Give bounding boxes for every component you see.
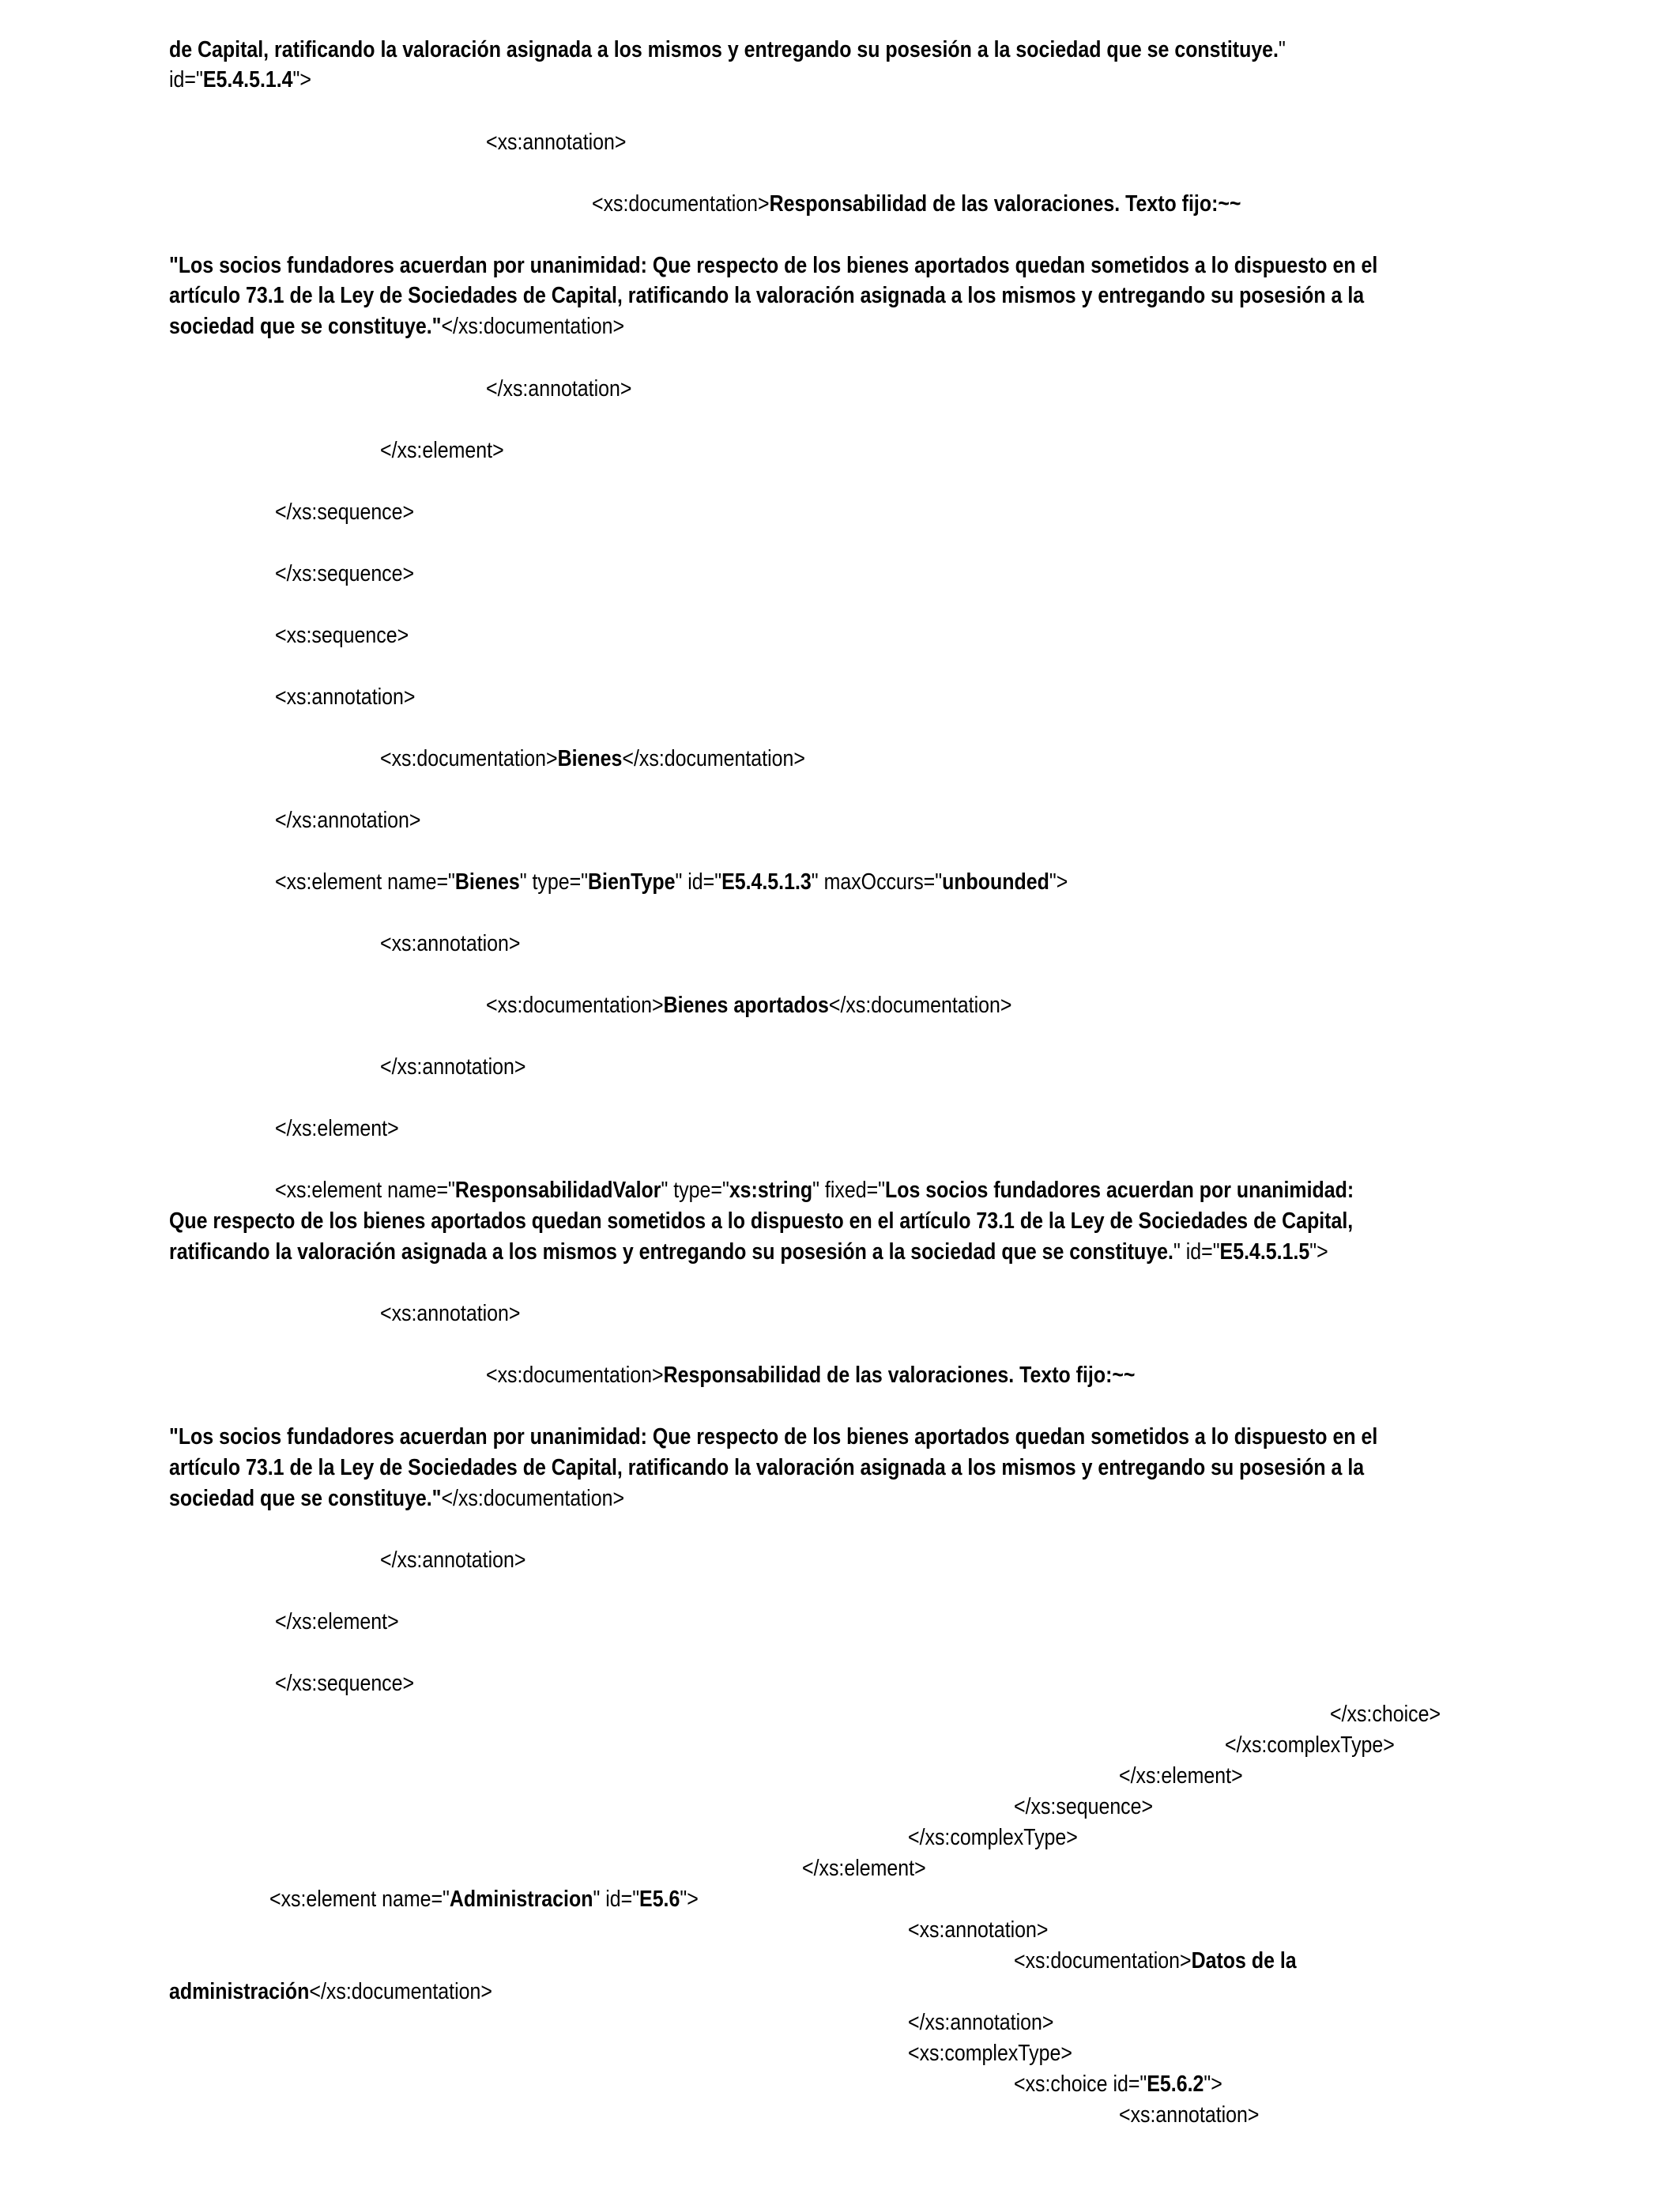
text-run: <xs:element name=" [269,1887,450,1912]
text-line [275,867,1068,898]
text-run: id=" [169,67,203,92]
text-line [486,990,1011,1021]
text-run: </xs:documentation> [441,314,625,339]
text-line [1119,1761,1243,1792]
text-run: "> [1203,2071,1222,2097]
bold-text-run: Bienes [454,869,520,895]
text-run: "> [1309,1239,1328,1265]
text-run: "> [680,1887,699,1912]
bold-text-run: E5.4.5.1.4 [202,67,293,92]
text-line [169,1206,1353,1237]
text-line [169,281,1364,311]
text-line [275,1668,414,1699]
text-line [908,2007,1053,2038]
bold-text-run: artículo 73.1 de la Ley de Sociedades de Capital, ratificando la valoración asignada a los mismos y entregando su posesión a la [169,1455,1365,1480]
bold-text-run: de Capital, ratificando la valoración asignada a los mismos y entregando su posesión a la sociedad que se constituye. [169,37,1279,62]
bold-text-run: E5.6.2 [1147,2071,1204,2097]
text-line [908,2038,1072,2069]
text-run: </xs:annotation> [380,1054,526,1080]
text-run: </xs:documentation> [441,1486,625,1511]
bold-text-run: ResponsabilidadValor [454,1178,661,1203]
text-run: </xs:annotation> [380,1547,526,1573]
text-run: " maxOccurs=" [811,869,943,895]
text-line [275,620,409,651]
text-line [1014,1792,1153,1823]
text-run: " id=" [675,869,722,895]
text-run: <xs:annotation> [380,1301,521,1326]
text-run: <xs:documentation> [380,746,558,771]
text-run: " id=" [593,1887,640,1912]
text-line [269,1884,699,1915]
text-run: <xs:choice id=" [1014,2071,1147,2097]
text-line [169,65,311,96]
text-line [380,1299,520,1329]
text-line [275,559,414,590]
text-line [908,1915,1048,1946]
bold-text-run: E5.4.5.1.3 [721,869,812,895]
text-run: </xs:annotation> [275,808,421,833]
bold-text-run: xs:string [729,1178,813,1203]
bold-text-run: E5.6 [639,1887,680,1912]
text-run: <xs:annotation> [380,931,521,956]
text-run: " type=" [519,869,589,895]
text-line [169,35,1286,66]
bold-text-run: Responsabilidad de las valoraciones. Texto fijo:~~ [663,1363,1136,1388]
bold-text-run: "Los socios fundadores acuerdan por unanimidad: Que respecto de los bienes aportados quedan sometidos a lo dispuesto en el [169,253,1378,278]
text-run: </xs:sequence> [275,1671,415,1696]
bold-text-run: sociedad que se constituye." [169,1486,442,1511]
text-line [908,1823,1078,1853]
text-line [380,1545,525,1576]
bold-text-run: Los socios fundadores acuerdan por unanimidad: [885,1178,1354,1203]
text-run: <xs:annotation> [1119,2102,1260,2128]
bold-text-run: artículo 73.1 de la Ley de Sociedades de Capital, ratificando la valoración asignada a los mismos y entregando su posesión a la [169,283,1365,308]
text-line [1014,1946,1297,1977]
text-run: <xs:element name=" [275,869,455,895]
text-run: </xs:annotation> [908,2010,1054,2035]
text-line [169,1453,1364,1483]
text-line [1014,2069,1222,2100]
text-run: <xs:documentation> [1014,1948,1192,1973]
text-line [275,682,415,713]
text-run: <xs:documentation> [486,1363,664,1388]
text-run: " type=" [661,1178,729,1203]
text-line [275,805,420,836]
text-line [380,929,520,959]
text-run: <xs:annotation> [908,1917,1049,1943]
text-line [169,311,624,342]
bold-text-run: "Los socios fundadores acuerdan por unanimidad: Que respecto de los bienes aportados quedan sometidos a lo dispuesto en el [169,1424,1378,1449]
text-run: </xs:choice> [1330,1702,1441,1727]
text-run: </xs:annotation> [486,376,632,401]
bold-text-run: Administracion [449,1887,593,1912]
text-line [802,1853,926,1884]
text-line [169,1977,492,2007]
text-run: </xs:element> [1119,1763,1243,1789]
bold-text-run: unbounded [942,869,1049,895]
text-line [1225,1730,1395,1761]
text-run: </xs:complexType> [908,1825,1078,1850]
text-run: </xs:sequence> [275,499,415,525]
text-run: <xs:documentation> [486,993,664,1018]
text-run: </xs:element> [802,1856,926,1881]
text-run: <xs:annotation> [486,130,627,155]
bold-text-run: ratificando la valoración asignada a los mismos y entregando su posesión a la sociedad que se constituye. [169,1239,1173,1265]
text-line [275,1114,399,1144]
text-line [380,744,805,775]
text-line [486,374,631,405]
text-run: <xs:annotation> [275,684,416,710]
text-line [380,1052,525,1083]
text-run: <xs:element name=" [275,1178,455,1203]
text-run: <xs:complexType> [908,2041,1072,2066]
text-line [169,1237,1328,1268]
text-run: </xs:documentation> [309,1979,492,2004]
bold-text-run: sociedad que se constituye." [169,314,442,339]
text-line [486,1360,1136,1391]
bold-text-run: Bienes aportados [663,993,829,1018]
text-run: </xs:sequence> [1014,1794,1154,1819]
text-run: </xs:element> [275,1116,399,1141]
text-run: </xs:documentation> [828,993,1012,1018]
text-run: <xs:sequence> [275,623,409,648]
bold-text-run: Datos de la [1191,1948,1297,1973]
bold-text-run: Bienes [557,746,623,771]
bold-text-run: administración [169,1979,310,2004]
bold-text-run: E5.4.5.1.5 [1219,1239,1310,1265]
text-line [1330,1699,1441,1730]
text-line [275,1607,399,1638]
text-line [169,1483,624,1514]
text-run: </xs:complexType> [1225,1732,1395,1758]
text-line [275,497,414,528]
text-run: </xs:documentation> [622,746,805,771]
text-run: </xs:sequence> [275,561,415,586]
text-run: "> [1049,869,1068,895]
text-line [486,127,626,158]
text-line [592,189,1241,220]
text-run: " id=" [1173,1239,1220,1265]
text-line [275,1175,1354,1206]
text-line [169,1422,1377,1453]
text-line [169,251,1377,281]
text-run: " [1278,37,1286,62]
text-line [380,435,504,466]
text-run: <xs:documentation> [592,191,770,217]
bold-text-run: BienType [588,869,676,895]
bold-text-run: Que respecto de los bienes aportados quedan sometidos a lo dispuesto en el artículo 73.1 de la Ley de Sociedades de Capital, [169,1208,1354,1234]
bold-text-run: Responsabilidad de las valoraciones. Texto fijo:~~ [769,191,1241,217]
text-run: "> [292,67,311,92]
text-line [1119,2100,1259,2131]
text-run: </xs:element> [380,438,504,463]
text-run: </xs:element> [275,1609,399,1634]
text-run: " fixed=" [812,1178,886,1203]
